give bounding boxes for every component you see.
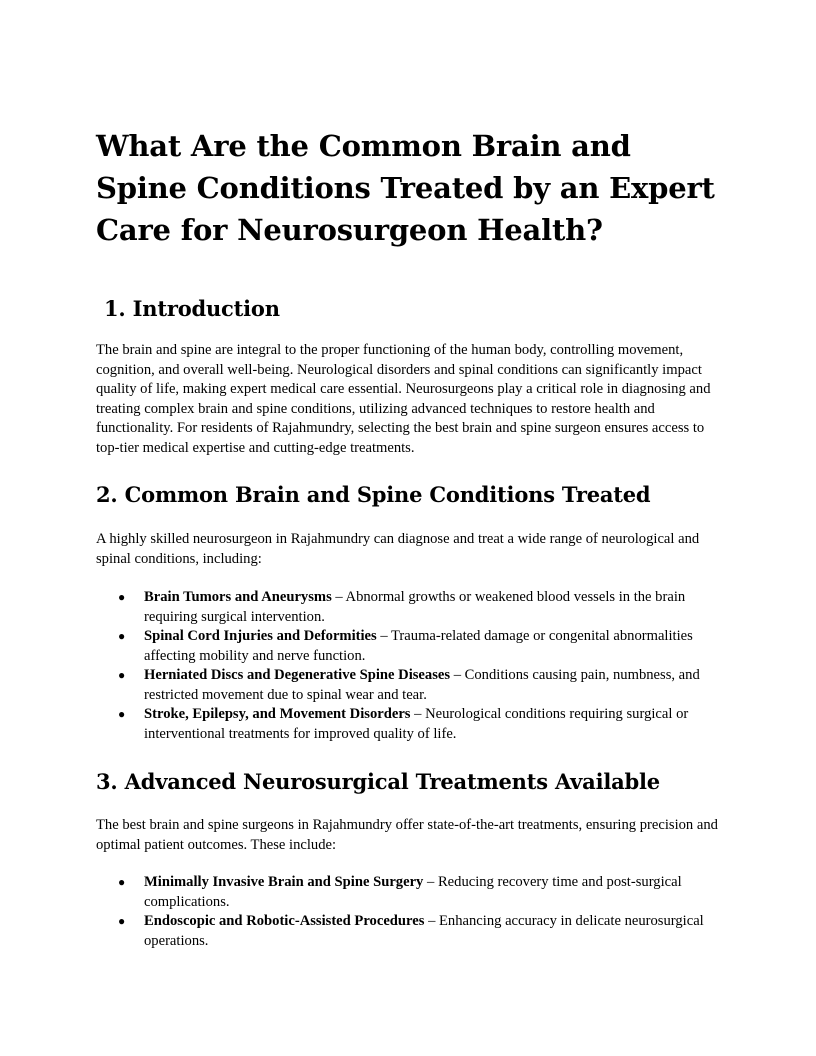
conditions-paragraph: A highly skilled neurosurgeon in Rajahmundry can diagnose and treat a wide range of neurological and spinal conditions, including:: [96, 531, 700, 567]
section-heading-introduction: 1. Introduction: [104, 296, 280, 321]
introduction-paragraph: The brain and spine are integral to the proper functioning of the human body, controlling movement, cognition, and overall well-being. Neurological disorders and spinal conditions can significantly impact quality of life, making expert medical care essential. Neurosurgeons play a critical role in diagnosing and treating complex brain and spine conditions, utilizing advanced techniques to restore health and functionality. For residents of Rajahmundry, selecting the best brain and spine surgeon ensures access to top-tier medical expertise and cutting-edge treatments.: [96, 342, 711, 456]
item-description: – Enhancing accuracy in delicate neurosurgical operations.: [144, 913, 704, 949]
bullet-icon: ●: [118, 707, 126, 721]
list-item: [96, 666, 726, 705]
treatments-list: [96, 873, 726, 951]
list-item: [96, 627, 726, 666]
bullet-icon: ●: [118, 875, 126, 889]
item-description: – Abnormal growths or weakened blood vessels in the brain requiring surgical intervention.: [144, 589, 686, 625]
item-description: – Neurological conditions requiring surgical or interventional treatments for improved quality of life.: [144, 706, 689, 742]
item-term: Brain Tumors and Aneurysms: [144, 589, 332, 605]
document-title: What Are the Common Brain and Spine Conditions Treated by an Expert Care for Neurosurgeon Health?: [96, 129, 715, 247]
section-heading-conditions: 2. Common Brain and Spine Conditions Treated: [96, 482, 651, 507]
bullet-icon: ●: [118, 668, 126, 682]
item-term: Spinal Cord Injuries and Deformities: [144, 628, 377, 644]
item-description: – Reducing recovery time and post-surgical complications.: [144, 874, 682, 910]
document-page: [96, 125, 726, 951]
item-description: – Conditions causing pain, numbness, and restricted movement due to spinal wear and tear.: [144, 667, 700, 703]
bullet-icon: ●: [118, 629, 126, 643]
item-description: – Trauma-related damage or congenital abnormalities affecting mobility and nerve function.: [144, 628, 693, 664]
item-term: Herniated Discs and Degenerative Spine Diseases: [144, 667, 451, 683]
treatments-paragraph: The best brain and spine surgeons in Rajahmundry offer state-of-the-art treatments, ensuring precision and optimal patient outcomes. These include:: [96, 817, 718, 853]
list-item: [96, 588, 726, 627]
section-heading-treatments: 3. Advanced Neurosurgical Treatments Available: [96, 769, 660, 794]
bullet-icon: ●: [118, 914, 126, 928]
conditions-list: [96, 588, 726, 744]
item-term: Stroke, Epilepsy, and Movement Disorders: [144, 706, 411, 722]
bullet-icon: ●: [118, 590, 126, 604]
list-item: [96, 705, 726, 744]
list-item: [96, 912, 726, 951]
list-item: [96, 873, 726, 912]
item-term: Endoscopic and Robotic-Assisted Procedures: [144, 913, 425, 929]
item-term: Minimally Invasive Brain and Spine Surgery: [144, 874, 424, 890]
